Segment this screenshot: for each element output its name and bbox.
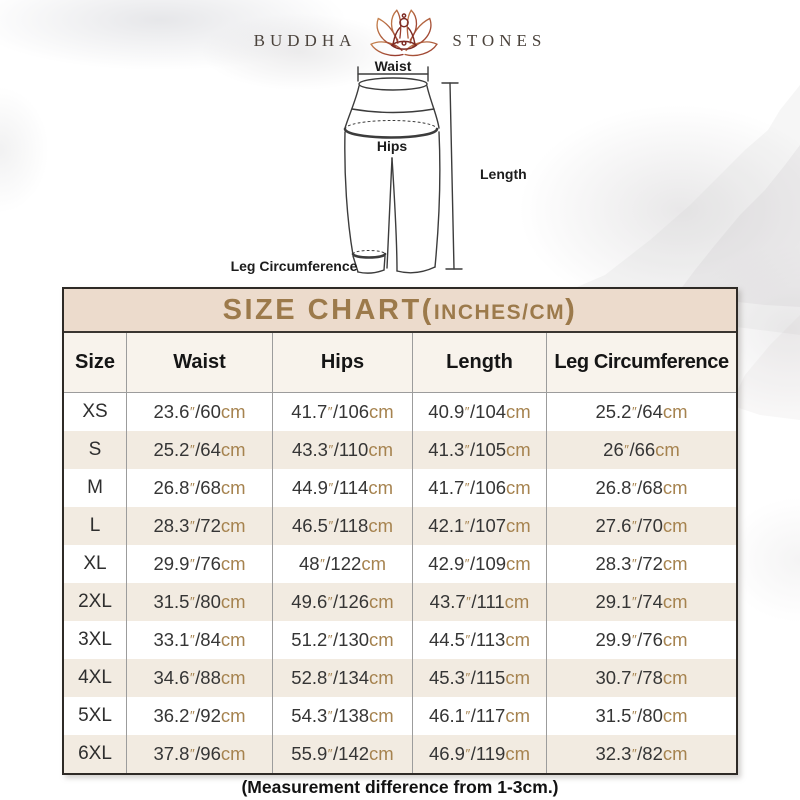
table-row bbox=[64, 469, 736, 507]
cell-hips: 54.3 ″ /138 cm bbox=[272, 697, 412, 735]
table-row bbox=[64, 621, 736, 659]
column-header-waist: Waist bbox=[126, 333, 272, 392]
table-row bbox=[64, 735, 736, 773]
cell-leg: 32.3 ″ /82 cm bbox=[546, 735, 736, 773]
cell-waist: 33.1 ″ /84 cm bbox=[126, 621, 272, 659]
cell-length: 46.9 ″ /119 cm bbox=[412, 735, 546, 773]
cell-length: 42.1 ″ /107 cm bbox=[412, 507, 546, 545]
cell-waist: 25.2 ″ /64 cm bbox=[126, 431, 272, 469]
cell-hips: 43.3 ″ /110 cm bbox=[272, 431, 412, 469]
cell-length: 40.9 ″ /104 cm bbox=[412, 393, 546, 431]
cell-leg: 26 ″ /66 cm bbox=[546, 431, 736, 469]
cell-waist: 31.5 ″ /80 cm bbox=[126, 583, 272, 621]
cell-waist: 29.9 ″ /76 cm bbox=[126, 545, 272, 583]
brand-word-right: STONES bbox=[452, 31, 547, 50]
cell-leg: 31.5 ″ /80 cm bbox=[546, 697, 736, 735]
cell-size: L bbox=[89, 515, 101, 536]
cell-size: XS bbox=[82, 401, 108, 422]
brand-word-left: BUDDHA bbox=[253, 31, 357, 50]
cell-size: M bbox=[87, 477, 103, 498]
cell-leg: 29.9 ″ /76 cm bbox=[546, 621, 736, 659]
table-row bbox=[64, 431, 736, 469]
pants-outline bbox=[345, 78, 440, 273]
cell-hips: 46.5 ″ /118 cm bbox=[272, 507, 412, 545]
cell-hips: 55.9 ″ /142 cm bbox=[272, 735, 412, 773]
column-header-size: Size bbox=[74, 351, 116, 373]
length-label: Length bbox=[480, 166, 527, 182]
cell-waist: 36.2 ″ /92 cm bbox=[126, 697, 272, 735]
cell-length: 41.7 ″ /106 cm bbox=[412, 469, 546, 507]
cell-length: 42.9 ″ /109 cm bbox=[412, 545, 546, 583]
cell-size: 6XL bbox=[78, 743, 112, 764]
cell-waist: 37.8 ″ /96 cm bbox=[126, 735, 272, 773]
cell-leg: 26.8 ″ /68 cm bbox=[546, 469, 736, 507]
cell-hips: 48 ″ /122 cm bbox=[272, 545, 412, 583]
table-row bbox=[64, 545, 736, 583]
size-chart-table bbox=[62, 287, 738, 775]
cell-hips: 41.7 ″ /106 cm bbox=[272, 393, 412, 431]
cell-hips: 49.6 ″ /126 cm bbox=[272, 583, 412, 621]
cell-waist: 26.8 ″ /68 cm bbox=[126, 469, 272, 507]
title-units: INCHES/CM bbox=[433, 301, 566, 324]
cell-leg: 27.6 ″ /70 cm bbox=[546, 507, 736, 545]
measurement-note: (Measurement difference from 1-3cm.) bbox=[241, 777, 559, 797]
hips-label: Hips bbox=[376, 138, 408, 154]
cell-hips: 44.9 ″ /114 cm bbox=[272, 469, 412, 507]
table-row bbox=[64, 393, 736, 431]
cell-leg: 30.7 ″ /78 cm bbox=[546, 659, 736, 697]
column-header-length: Length bbox=[412, 333, 546, 392]
leg-circumference-label: Leg Circumference bbox=[230, 258, 358, 274]
length-measure-line bbox=[442, 83, 462, 269]
cell-length: 45.3 ″ /115 cm bbox=[412, 659, 546, 697]
cell-size: 3XL bbox=[78, 629, 112, 650]
cell-length: 41.3 ″ /105 cm bbox=[412, 431, 546, 469]
table-row bbox=[64, 583, 736, 621]
cell-leg: 25.2 ″ /64 cm bbox=[546, 393, 736, 431]
cell-leg: 29.1 ″ /74 cm bbox=[546, 583, 736, 621]
cell-size: 5XL bbox=[78, 705, 112, 726]
table-row bbox=[64, 659, 736, 697]
table-row bbox=[64, 697, 736, 735]
table-row bbox=[64, 507, 736, 545]
cell-length: 43.7 ″ /111 cm bbox=[412, 583, 546, 621]
cell-waist: 28.3 ″ /72 cm bbox=[126, 507, 272, 545]
cell-size: 2XL bbox=[78, 591, 112, 612]
cell-length: 44.5 ″ /113 cm bbox=[412, 621, 546, 659]
cell-size: S bbox=[88, 439, 102, 460]
column-header-leg-circumference: Leg Circumference bbox=[546, 333, 736, 392]
cell-waist: 34.6 ″ /88 cm bbox=[126, 659, 272, 697]
cell-hips: 51.2 ″ /130 cm bbox=[272, 621, 412, 659]
title-main: SIZE CHART( bbox=[222, 294, 434, 326]
waist-label: Waist bbox=[374, 58, 412, 74]
size-chart-title bbox=[64, 289, 736, 333]
cell-size: XL bbox=[83, 553, 107, 574]
cell-leg: 28.3 ″ /72 cm bbox=[546, 545, 736, 583]
cell-waist: 23.6 ″ /60 cm bbox=[126, 393, 272, 431]
table-header-row bbox=[64, 333, 736, 393]
size-table-body bbox=[64, 393, 736, 773]
cell-size: 4XL bbox=[78, 667, 112, 688]
cell-hips: 52.8 ″ /134 cm bbox=[272, 659, 412, 697]
column-header-hips: Hips bbox=[272, 333, 412, 392]
title-close: ) bbox=[565, 294, 578, 326]
cell-length: 46.1 ″ /117 cm bbox=[412, 697, 546, 735]
pants-measurement-diagram bbox=[228, 55, 572, 287]
